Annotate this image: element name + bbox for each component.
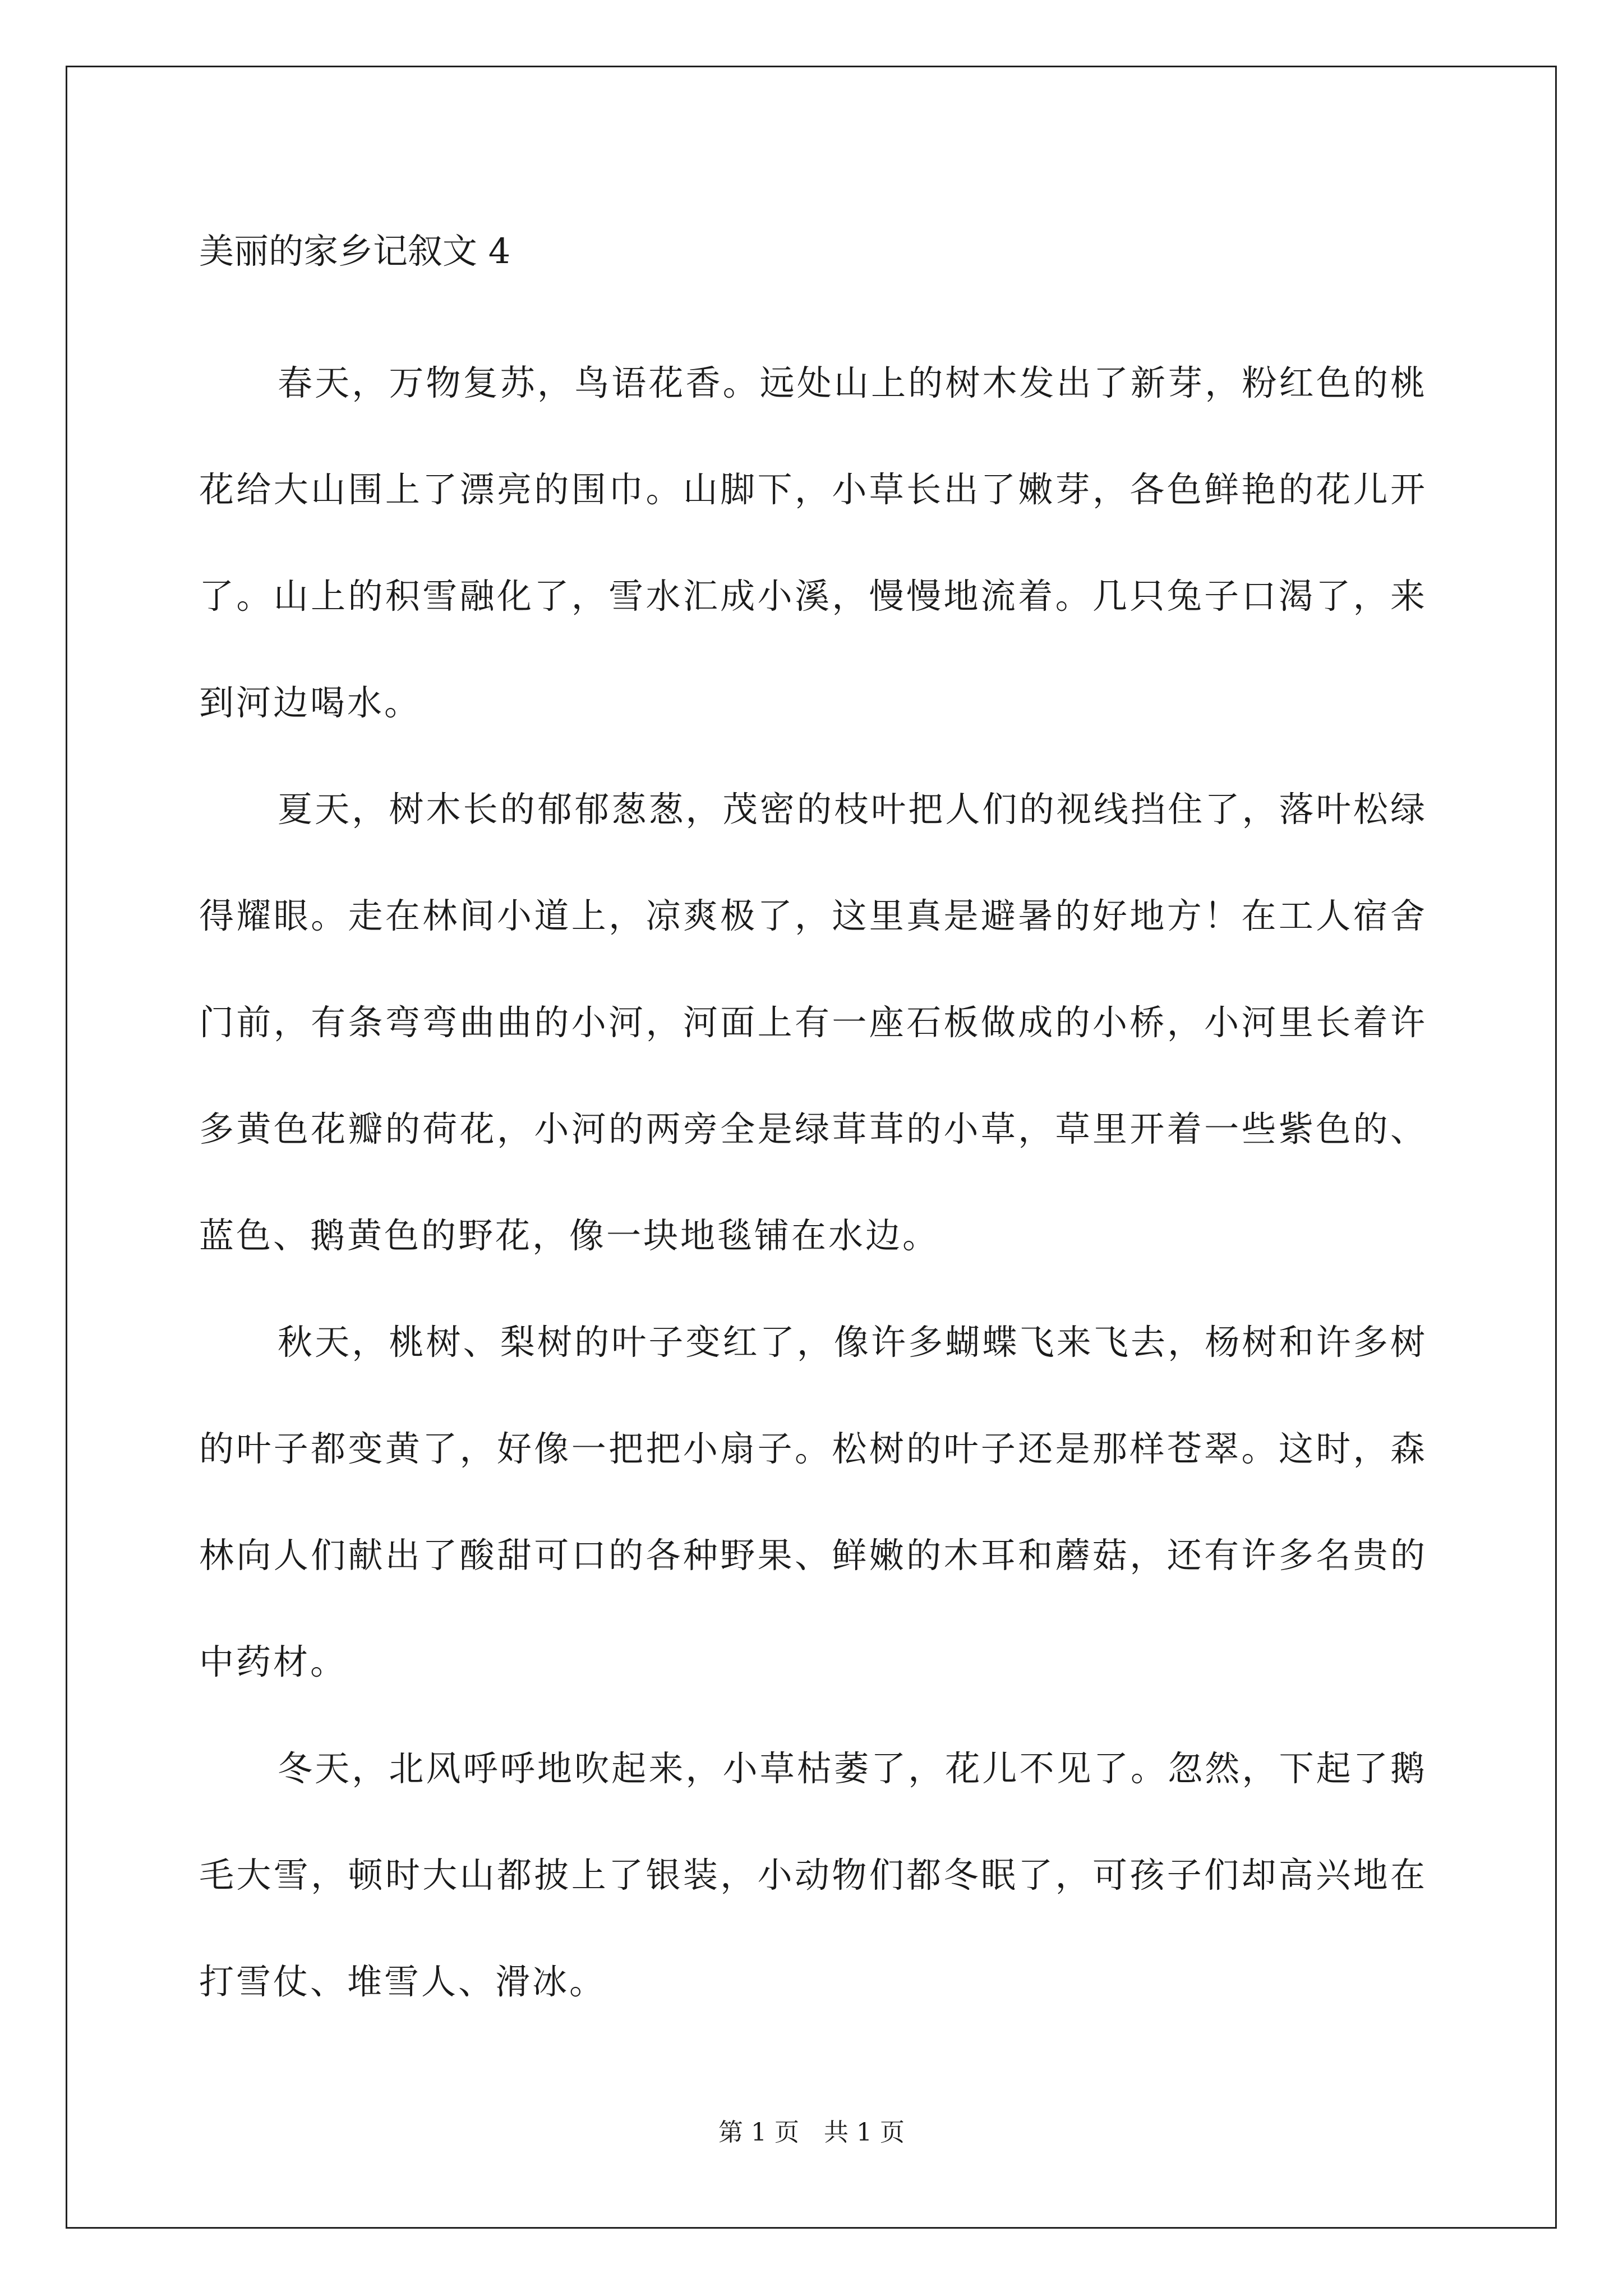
paragraph-spring: 春天，万物复苏，鸟语花香。远处山上的树木发出了新芽，粉红色的桃花给大山围上了漂亮的围巾。山脚下，小草长出了嫩芽，各色鲜艳的花儿开了。山上的积雪融化了，雪水汇成小溪，慢慢地流着。几只兔子口渴了，来到河边喝水。 (199, 362, 1427, 723)
page-footer: 第 1 页 共 1 页 (718, 2118, 905, 2147)
paragraph-summer: 夏天，树木长的郁郁葱葱，茂密的枝叶把人们的视线挡住了，落叶松绿得耀眼。走在林间小道上，凉爽极了，这里真是避暑的好地方！在工人宿舍门前，有条弯弯曲曲的小河，河面上有一座石板做成的小桥，小河里长着许多黄色花瓣的荷花，小河的两旁全是绿茸茸的小草，草里开着一些紫色的、蓝色、鹅黄色的野花，像一块地毯铺在水边。 (199, 789, 1427, 1256)
paragraph-winter: 冬天，北风呼呼地吹起来，小草枯萎了，花儿不见了。忽然，下起了鹅毛大雪，顿时大山都披上了银装，小动物们都冬眠了，可孩子们却高兴地在打雪仗、堆雪人、滑冰。 (199, 1748, 1427, 2002)
document-title: 美丽的家乡记叙文 4 (199, 231, 511, 272)
document-body (199, 223, 1427, 2035)
paragraph-autumn: 秋天，桃树、梨树的叶子变红了，像许多蝴蝶飞来飞去，杨树和许多树的叶子都变黄了，好像一把把小扇子。松树的叶子还是那样苍翠。这时，森林向人们献出了酸甜可口的各种野果、鲜嫩的木耳和蘑菇，还有许多名贵的中药材。 (199, 1322, 1427, 1682)
